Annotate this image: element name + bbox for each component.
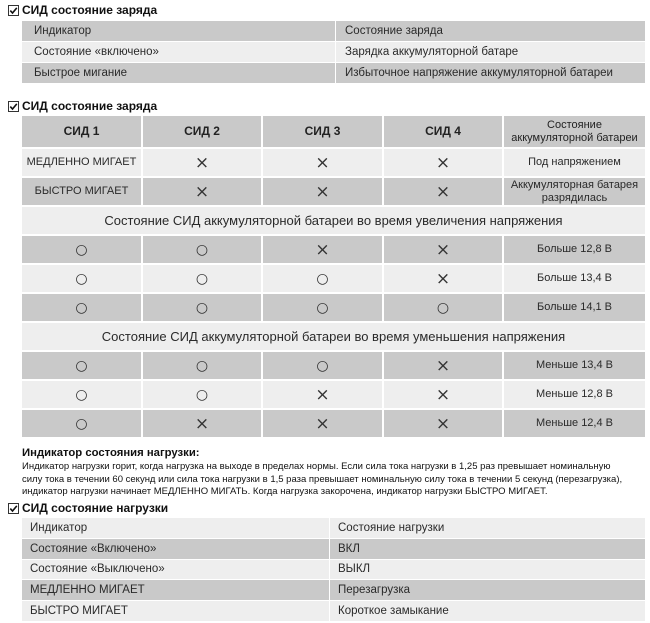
table-header-load-state: Состояние нагрузки [330, 518, 645, 538]
voltage-threshold: Меньше 12,8 В [504, 381, 645, 408]
load-indicator-title: Индикатор состояния нагрузки: [22, 447, 200, 459]
section-heading-led-charge-state [8, 98, 157, 114]
led-2-mark: ○ [143, 236, 261, 263]
led-3-mark: ○ [263, 352, 382, 379]
checkbox-checked-icon [8, 101, 19, 112]
table-cell-state: Зарядка аккумуляторной батаре [336, 42, 645, 62]
table-header-charge-state: Состояние заряда [336, 21, 645, 41]
led-4-mark: × [384, 178, 502, 205]
voltage-threshold: Меньше 13,4 В [504, 352, 645, 379]
led-1-mark: ○ [22, 381, 141, 408]
led-3-mark: × [263, 178, 382, 205]
section-heading-load-state [8, 500, 168, 516]
battery-state: Под напряжением [504, 149, 645, 176]
led-4-mark: ○ [384, 294, 502, 321]
led-1-mark: ○ [22, 236, 141, 263]
table-cell-state: ВКЛ [330, 539, 645, 559]
table-cell-state: Короткое замыкание [330, 601, 645, 621]
led-3-mark: × [263, 381, 382, 408]
header-led-1: СИД 1 [22, 116, 141, 147]
led-4-mark: × [384, 381, 502, 408]
table-cell-indicator: Быстрое мигание [22, 63, 335, 83]
led-3-mark: ○ [263, 294, 382, 321]
header-led-3: СИД 3 [263, 116, 382, 147]
description-line: силу тока в течении 60 секунд или сила тока нагрузки в 1,5 раза превышает номинальную силу тока в течении 5 секунд (перезагрузка), [22, 473, 623, 485]
led-2-mark: ○ [143, 352, 261, 379]
section-heading-charge-state [8, 2, 157, 18]
decrease-voltage-caption: Состояние СИД аккумуляторной батареи во время уменьшения напряжения [22, 323, 645, 350]
led-2-mark: × [143, 149, 261, 176]
table-cell-state: ВЫКЛ [330, 560, 645, 580]
table-cell-indicator: Состояние «Включено» [22, 539, 329, 559]
voltage-threshold: Больше 12,8 В [504, 236, 645, 263]
led-4-mark: × [384, 410, 502, 437]
led-4-mark: × [384, 149, 502, 176]
led-4-mark: × [384, 352, 502, 379]
charge-state-table [22, 21, 645, 83]
section-heading-text: СИД состояние нагрузки [22, 501, 169, 515]
table-cell-indicator: Состояние «включено» [22, 42, 335, 62]
led-4-mark: × [384, 236, 502, 263]
section-heading-text: СИД состояние заряда [22, 99, 158, 113]
led-1-mark: ○ [22, 352, 141, 379]
led-3-mark: ○ [263, 265, 382, 292]
led-1-mark: ○ [22, 294, 141, 321]
voltage-threshold: Меньше 12,4 В [504, 410, 645, 437]
voltage-threshold: Больше 13,4 В [504, 265, 645, 292]
led-1-mark: ○ [22, 265, 141, 292]
led-1-state: МЕДЛЕННО МИГАЕТ [22, 149, 141, 176]
led-2-mark: × [143, 178, 261, 205]
led-3-mark: × [263, 236, 382, 263]
description-line: Индикатор нагрузки горит, когда нагрузка на выходе в пределах нормы. Если сила тока нагрузки в 1,25 раз превышает номинальную [22, 461, 611, 472]
led-3-mark: × [263, 149, 382, 176]
checkbox-checked-icon [8, 503, 19, 514]
description-line: индикатор нагрузки начинает МЕДЛЕННО МИГАТЬ. Когда нагрузка закорочена, индикатор нагрузки БЫСТРО МИГАЕТ. [22, 486, 548, 497]
table-cell-state: Перезагрузка [330, 580, 645, 600]
section-heading-text: СИД состояние заряда [22, 3, 158, 17]
battery-state: Аккумуляторная батарея разрядилась [504, 178, 645, 205]
increase-voltage-caption: Состояние СИД аккумуляторной батареи во время увеличения напряжения [22, 207, 645, 234]
led-2-mark: ○ [143, 381, 261, 408]
table-cell-state: Избыточное напряжение аккумуляторной батареи [336, 63, 645, 83]
table-header-indicator: Индикатор [22, 518, 329, 538]
load-indicator-description [22, 461, 622, 499]
led-2-mark: ○ [143, 294, 261, 321]
led-1-mark: ○ [22, 410, 141, 437]
led-4-mark: × [384, 265, 502, 292]
led-2-mark: × [143, 410, 261, 437]
table-cell-indicator: МЕДЛЕННО МИГАЕТ [22, 580, 329, 600]
header-led-4: СИД 4 [384, 116, 502, 147]
led-1-state: БЫСТРО МИГАЕТ [22, 178, 141, 205]
voltage-threshold: Больше 14,1 В [504, 294, 645, 321]
table-cell-indicator: БЫСТРО МИГАЕТ [22, 601, 329, 621]
table-cell-indicator: Состояние «Выключено» [22, 560, 329, 580]
led-charge-state-table [22, 116, 645, 437]
led-2-mark: ○ [143, 265, 261, 292]
checkbox-checked-icon [8, 5, 19, 16]
led-3-mark: × [263, 410, 382, 437]
header-led-2: СИД 2 [143, 116, 261, 147]
table-header-indicator: Индикатор [22, 21, 335, 41]
header-battery-state: Состояние аккумуляторной батареи [504, 116, 645, 147]
load-state-table [22, 518, 645, 621]
